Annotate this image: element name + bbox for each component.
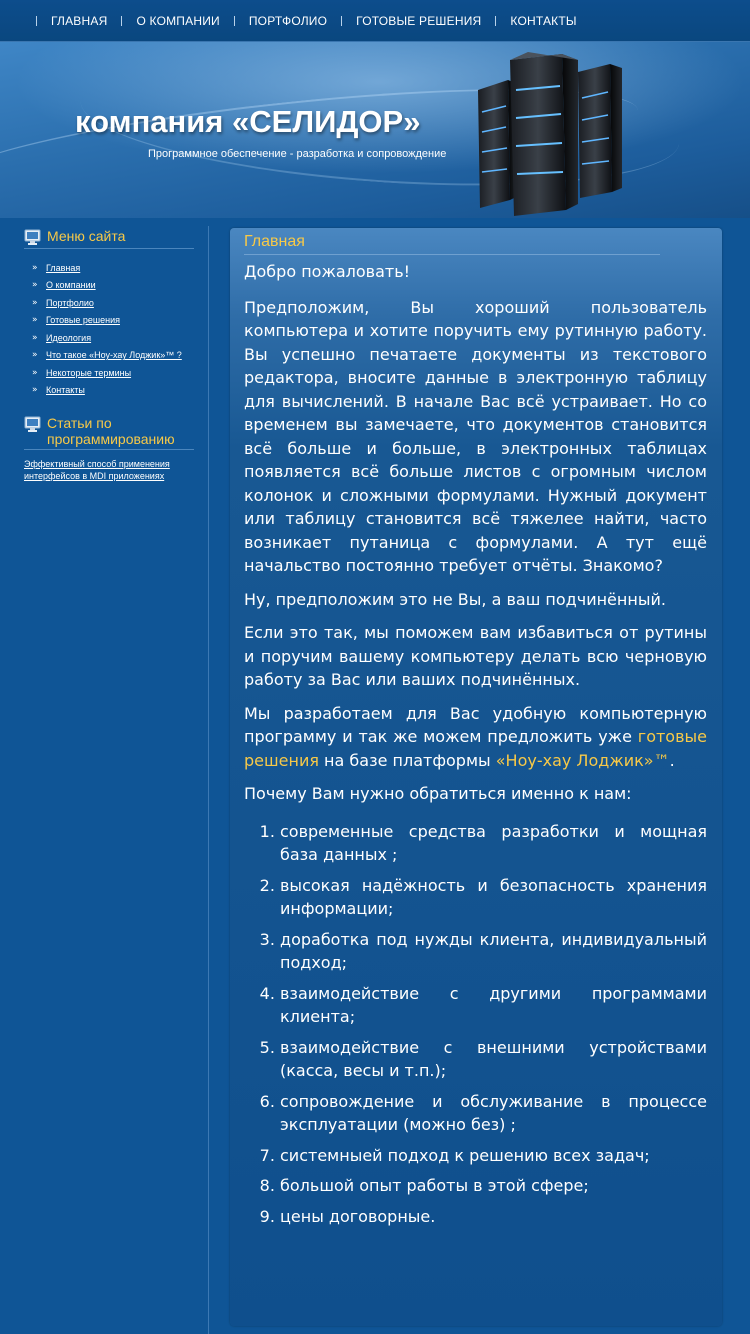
nav-separator bbox=[234, 16, 235, 26]
sidebar-link[interactable]: О компании bbox=[46, 280, 96, 291]
ready-solutions-link[interactable]: готовые решения bbox=[244, 727, 707, 770]
sidebar-link[interactable]: Контакты bbox=[46, 385, 85, 396]
nav-item-contacts[interactable]: КОНТАКТЫ bbox=[510, 13, 577, 28]
nav-separator bbox=[495, 16, 496, 26]
sidebar-menu-heading bbox=[24, 228, 194, 249]
sidebar-item-ideology bbox=[24, 329, 194, 347]
nav-item-about[interactable]: О КОМПАНИИ bbox=[136, 13, 220, 28]
sidebar-item-home bbox=[24, 259, 194, 277]
nav-separator bbox=[36, 16, 37, 26]
sidebar-link[interactable]: Идеология bbox=[46, 332, 92, 343]
list-item: 6. сопровождение и обслуживание в процессе эксплуатации (можно без) ; bbox=[280, 1090, 707, 1137]
list-item: 8. большой опыт работы в этой сфере; bbox=[280, 1174, 707, 1198]
sidebar-item-about bbox=[24, 277, 194, 295]
page-title: Главная bbox=[244, 233, 660, 255]
list-item: 1. современные средства разработки и мощная база данных ; bbox=[280, 820, 707, 867]
offer-text-mid: на базе платформы bbox=[318, 750, 496, 770]
sidebar-menu bbox=[24, 259, 194, 399]
sidebar bbox=[24, 228, 194, 482]
monitor-icon bbox=[24, 416, 41, 433]
paragraph-intro: Предположим, Вы хороший пользователь компьютера и хотите поручить ему рутинную работу. Вы успешно печатаете документы из текстового редактора, вносите данные в электронную таблицу для вычислений. В начале Вас всё устраивает. Но со временем вы замечаете, что документов становится всё больше и больше, в электронных таблицах появляется всё больше листов с огромным числом колонок и сложными формулами. Нужный документ или таблицу становится всё тяжелее найти, часто возникает путаница с формулами. А тут ещё начальство постоянно требует отчёты. Знакомо? bbox=[244, 297, 707, 575]
company-subtitle: Программное обеспечение - разработка и сопровождение bbox=[148, 148, 447, 160]
main-content bbox=[244, 260, 707, 1235]
nav-item-solutions[interactable]: ГОТОВЫЕ РЕШЕНИЯ bbox=[356, 13, 482, 28]
paragraph-offer bbox=[244, 702, 707, 773]
bullet-icon: » bbox=[32, 280, 38, 291]
main-panel bbox=[230, 228, 722, 1326]
sidebar-articles-heading bbox=[24, 415, 194, 450]
sidebar-link[interactable]: Что такое «Ноу-хау Лоджик»™ ? bbox=[46, 350, 182, 361]
why-us-heading: Почему Вам нужно обратиться именно к нам: bbox=[244, 784, 632, 803]
sidebar-item-solutions bbox=[24, 312, 194, 330]
list-item: 3. доработка под нужды клиента, индивидуальный подход; bbox=[280, 928, 707, 975]
sidebar-divider bbox=[208, 226, 209, 1334]
nav-separator bbox=[341, 16, 342, 26]
sidebar-menu-title: Меню сайта bbox=[47, 228, 126, 244]
welcome-text: Добро пожаловать! bbox=[244, 262, 411, 281]
sidebar-item-contacts bbox=[24, 382, 194, 400]
bullet-icon: » bbox=[32, 332, 38, 343]
sidebar-articles-title: Статьи по программированию bbox=[47, 415, 175, 447]
knowhow-logic-link[interactable]: «Ноу-хау Лоджик»™ bbox=[495, 750, 670, 770]
nav-item-portfolio[interactable]: ПОРТФОЛИО bbox=[248, 13, 328, 28]
nav-item-home[interactable]: ГЛАВНАЯ bbox=[51, 13, 108, 28]
monitor-icon bbox=[24, 229, 41, 246]
bullet-icon: » bbox=[32, 315, 38, 326]
sidebar-link[interactable]: Некоторые термины bbox=[46, 367, 132, 378]
list-item: 5. взаимодействие с внешними устройствами (касса, весы и т.п.); bbox=[280, 1036, 707, 1083]
sidebar-link[interactable]: Готовые решения bbox=[46, 315, 120, 326]
bullet-icon: » bbox=[32, 350, 38, 361]
bullet-icon: » bbox=[32, 367, 38, 378]
offer-text-start: Мы разработаем для Вас удобную компьютерную программу и так же можем предложить уже bbox=[244, 703, 707, 746]
bullet-icon: » bbox=[32, 385, 38, 396]
nav-separator bbox=[121, 16, 122, 26]
top-nav bbox=[0, 0, 750, 42]
list-item: 2. высокая надёжность и безопасность хранения информации; bbox=[280, 874, 707, 921]
company-title: компания «СЕЛИДОР» bbox=[75, 104, 421, 139]
list-item: 7. системныей подход к решению всех задач; bbox=[280, 1144, 707, 1168]
paragraph-subordinate: Ну, предположим это не Вы, а ваш подчинённый. bbox=[244, 589, 666, 609]
sidebar-item-knowhow bbox=[24, 347, 194, 365]
sidebar-link[interactable]: Портфолио bbox=[46, 297, 94, 308]
list-item: 9. цены договорные. bbox=[280, 1205, 707, 1229]
bullet-icon: » bbox=[32, 297, 38, 308]
offer-text-end: . bbox=[669, 750, 675, 770]
paragraph-help: Если это так, мы поможем вам избавиться от рутины и поручим вашему компьютеру делать всю черновую работу за Вас или ваших подчинённых. bbox=[244, 623, 707, 689]
servers-illustration bbox=[470, 50, 650, 218]
reasons-list bbox=[280, 820, 707, 1229]
list-item: 4. взаимодействие с другими программами клиента; bbox=[280, 982, 707, 1029]
sidebar-article-link[interactable]: Эффективный способ применения интерфейсов в MDI приложениях bbox=[24, 459, 170, 481]
bullet-icon: » bbox=[32, 262, 38, 273]
sidebar-link[interactable]: Главная bbox=[46, 262, 81, 273]
sidebar-item-portfolio bbox=[24, 294, 194, 312]
sidebar-item-terms bbox=[24, 364, 194, 382]
header-banner bbox=[0, 42, 750, 218]
sidebar-articles bbox=[24, 415, 194, 482]
